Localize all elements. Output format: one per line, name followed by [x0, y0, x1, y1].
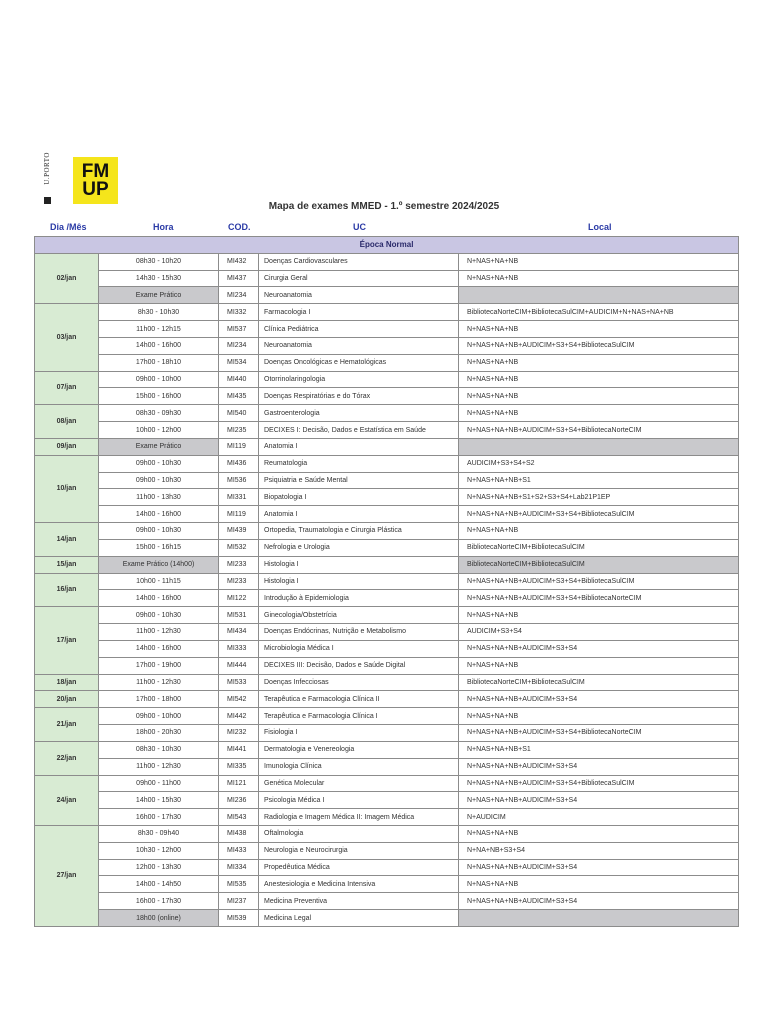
date-cell: 16/jan: [35, 573, 99, 607]
uc-cell: Radiologia e Imagem Médica II: Imagem Médica: [259, 809, 459, 826]
date-cell: 18/jan: [35, 674, 99, 691]
table-row: [35, 809, 739, 826]
hora-cell: 09h00 - 10h30: [99, 523, 219, 540]
hora-cell: 16h00 - 17h30: [99, 809, 219, 826]
local-cell: N+NAS+NA+NB: [459, 657, 739, 674]
uc-cell: Genética Molecular: [259, 775, 459, 792]
hora-cell: 11h00 - 12h30: [99, 624, 219, 641]
local-cell: [459, 910, 739, 927]
table-row: [35, 792, 739, 809]
uc-cell: DECIXES III: Decisão, Dados e Saúde Digital: [259, 657, 459, 674]
cod-cell: MI531: [219, 607, 259, 624]
local-cell: N+NAS+NA+NB+AUDICIM+S3+S4+BibliotecaNorteCIM: [459, 725, 739, 742]
table-row: [35, 842, 739, 859]
local-cell: BibliotecaNorteCIM+BibliotecaSulCIM: [459, 674, 739, 691]
hora-cell: 17h00 - 18h00: [99, 691, 219, 708]
hora-cell: 14h00 - 16h00: [99, 506, 219, 523]
hora-cell: 10h00 - 12h00: [99, 422, 219, 439]
hora-cell: 11h00 - 13h30: [99, 489, 219, 506]
date-cell: 17/jan: [35, 607, 99, 674]
hora-cell: 09h00 - 10h00: [99, 371, 219, 388]
uc-cell: Medicina Preventiva: [259, 893, 459, 910]
uc-cell: Histologia I: [259, 573, 459, 590]
table-row: [35, 741, 739, 758]
local-cell: N+NAS+NA+NB+AUDICIM+S3+S4: [459, 893, 739, 910]
local-cell: N+AUDICIM: [459, 809, 739, 826]
uc-cell: Psiquiatria e Saúde Mental: [259, 472, 459, 489]
local-cell: N+NAS+NA+NB: [459, 321, 739, 338]
cod-cell: MI331: [219, 489, 259, 506]
hora-cell: 10h00 - 11h15: [99, 573, 219, 590]
table-row: [35, 708, 739, 725]
cod-cell: MI437: [219, 270, 259, 287]
local-cell: N+NAS+NA+NB+AUDICIM+S3+S4+BibliotecaSulCIM: [459, 506, 739, 523]
uc-cell: Microbiologia Médica I: [259, 640, 459, 657]
table-row: [35, 657, 739, 674]
table-row: [35, 539, 739, 556]
cod-cell: MI233: [219, 556, 259, 573]
table-row: [35, 422, 739, 439]
fmup-logo-line1: FM: [81, 160, 110, 182]
table-row: [35, 910, 739, 927]
cod-cell: MI435: [219, 388, 259, 405]
local-cell: N+NAS+NA+NB: [459, 270, 739, 287]
local-cell: N+NAS+NA+NB+AUDICIM+S3+S4: [459, 691, 739, 708]
cod-cell: MI444: [219, 657, 259, 674]
hora-cell: 14h00 - 15h30: [99, 792, 219, 809]
cod-cell: MI433: [219, 842, 259, 859]
uc-cell: Doenças Oncológicas e Hematológicas: [259, 354, 459, 371]
table-row: [35, 590, 739, 607]
table-row: [35, 489, 739, 506]
column-headers: [0, 222, 768, 236]
table-row: [35, 354, 739, 371]
table-row: [35, 455, 739, 472]
table-row: [35, 691, 739, 708]
local-cell: N+NAS+NA+NB: [459, 708, 739, 725]
uc-cell: Reumatologia: [259, 455, 459, 472]
table-row: [35, 405, 739, 422]
table-row: [35, 438, 739, 455]
local-cell: N+NAS+NA+NB+AUDICIM+S3+S4: [459, 758, 739, 775]
hora-cell: 09h00 - 10h00: [99, 708, 219, 725]
fmup-logo-line2: UP: [82, 178, 109, 200]
exam-schedule-body: [35, 237, 739, 927]
date-cell: 07/jan: [35, 371, 99, 405]
hora-cell: 11h00 - 12h30: [99, 674, 219, 691]
cod-cell: MI441: [219, 741, 259, 758]
cod-cell: MI122: [219, 590, 259, 607]
hora-cell: 10h30 - 12h00: [99, 842, 219, 859]
local-cell: N+NAS+NA+NB+AUDICIM+S3+S4+BibliotecaNorteCIM: [459, 422, 739, 439]
uc-cell: Ortopedia, Traumatologia e Cirurgia Plástica: [259, 523, 459, 540]
hora-cell: 15h00 - 16h00: [99, 388, 219, 405]
hora-cell: 17h00 - 19h00: [99, 657, 219, 674]
hora-cell: 8h30 - 10h30: [99, 304, 219, 321]
header-hora: Hora: [153, 222, 174, 232]
cod-cell: MI534: [219, 354, 259, 371]
uc-cell: Cirurgia Geral: [259, 270, 459, 287]
uc-cell: Doenças Respiratórias e do Tórax: [259, 388, 459, 405]
local-cell: N+NAS+NA+NB: [459, 371, 739, 388]
uc-cell: Ginecologia/Obstetrícia: [259, 607, 459, 624]
cod-cell: MI121: [219, 775, 259, 792]
uc-cell: Propedêutica Médica: [259, 859, 459, 876]
page-title: Mapa de exames MMED - 1.º semestre 2024/2025: [268, 201, 500, 212]
cod-cell: MI537: [219, 321, 259, 338]
local-cell: N+NAS+NA+NB+AUDICIM+S3+S4+BibliotecaSulCIM: [459, 337, 739, 354]
hora-cell: 14h00 - 16h00: [99, 337, 219, 354]
hora-cell: 11h00 - 12h15: [99, 321, 219, 338]
local-cell: N+NAS+NA+NB+S1: [459, 741, 739, 758]
uc-cell: Gastroenterologia: [259, 405, 459, 422]
date-cell: 21/jan: [35, 708, 99, 742]
date-cell: 20/jan: [35, 691, 99, 708]
table-row: [35, 624, 739, 641]
cod-cell: MI536: [219, 472, 259, 489]
table-row: [35, 523, 739, 540]
hora-cell: Exame Prático: [99, 287, 219, 304]
cod-cell: MI438: [219, 825, 259, 842]
uc-cell: Doenças Cardiovasculares: [259, 253, 459, 270]
date-cell: 02/jan: [35, 253, 99, 303]
cod-cell: MI442: [219, 708, 259, 725]
uc-cell: Neuroanatomia: [259, 287, 459, 304]
exam-schedule-table: [34, 236, 739, 927]
header-date: Dia /Mês: [50, 222, 87, 232]
uporto-logo-text: U.PORTO: [43, 152, 51, 185]
table-row: [35, 893, 739, 910]
table-row: [35, 640, 739, 657]
table-row: [35, 556, 739, 573]
hora-cell: 08h30 - 10h20: [99, 253, 219, 270]
cod-cell: MI440: [219, 371, 259, 388]
uc-cell: Farmacologia I: [259, 304, 459, 321]
hora-cell: Exame Prático (14h00): [99, 556, 219, 573]
hora-cell: 09h00 - 10h30: [99, 455, 219, 472]
cod-cell: MI119: [219, 438, 259, 455]
hora-cell: 09h00 - 10h30: [99, 472, 219, 489]
cod-cell: MI233: [219, 573, 259, 590]
date-cell: 27/jan: [35, 825, 99, 926]
hora-cell: Exame Prático: [99, 438, 219, 455]
table-row: [35, 321, 739, 338]
table-row: [35, 472, 739, 489]
table-row: [35, 775, 739, 792]
local-cell: N+NAS+NA+NB: [459, 388, 739, 405]
cod-cell: MI235: [219, 422, 259, 439]
cod-cell: MI543: [219, 809, 259, 826]
cod-cell: MI432: [219, 253, 259, 270]
hora-cell: 14h00 - 16h00: [99, 590, 219, 607]
uc-cell: Medicina Legal: [259, 910, 459, 927]
uc-cell: Terapêutica e Farmacologia Clínica II: [259, 691, 459, 708]
header-local: Local: [588, 222, 612, 232]
table-row: [35, 758, 739, 775]
table-row: [35, 304, 739, 321]
uc-cell: Psicologia Médica I: [259, 792, 459, 809]
hora-cell: 8h30 - 09h40: [99, 825, 219, 842]
fmup-logo: [73, 157, 118, 204]
epoca-label: Época Normal: [35, 237, 739, 254]
uc-cell: Biopatologia I: [259, 489, 459, 506]
hora-cell: 09h00 - 11h00: [99, 775, 219, 792]
table-row: [35, 825, 739, 842]
date-cell: 15/jan: [35, 556, 99, 573]
uc-cell: Anatomia I: [259, 506, 459, 523]
hora-cell: 08h30 - 10h30: [99, 741, 219, 758]
table-row: [35, 270, 739, 287]
uc-cell: Terapêutica e Farmacologia Clínica I: [259, 708, 459, 725]
local-cell: N+NAS+NA+NB: [459, 405, 739, 422]
hora-cell: 14h30 - 15h30: [99, 270, 219, 287]
local-cell: BibliotecaNorteCIM+BibliotecaSulCIM+AUDICIM+N+NAS+NA+NB: [459, 304, 739, 321]
hora-cell: 15h00 - 16h15: [99, 539, 219, 556]
hora-cell: 14h00 - 14h50: [99, 876, 219, 893]
uc-cell: Neurologia e Neurocirurgia: [259, 842, 459, 859]
local-cell: N+NAS+NA+NB: [459, 523, 739, 540]
uc-cell: Histologia I: [259, 556, 459, 573]
date-cell: 09/jan: [35, 438, 99, 455]
table-row: [35, 388, 739, 405]
header-uc: UC: [353, 222, 366, 232]
epoca-row: [35, 237, 739, 254]
cod-cell: MI119: [219, 506, 259, 523]
hora-cell: 17h00 - 18h10: [99, 354, 219, 371]
uc-cell: Clínica Pediátrica: [259, 321, 459, 338]
local-cell: N+NAS+NA+NB: [459, 876, 739, 893]
cod-cell: MI237: [219, 893, 259, 910]
cod-cell: MI334: [219, 859, 259, 876]
hora-cell: 18h00 - 20h30: [99, 725, 219, 742]
hora-cell: 12h00 - 13h30: [99, 859, 219, 876]
uc-cell: Neuroanatomia: [259, 337, 459, 354]
local-cell: N+NAS+NA+NB+AUDICIM+S3+S4+BibliotecaNorteCIM: [459, 590, 739, 607]
cod-cell: MI533: [219, 674, 259, 691]
cod-cell: MI539: [219, 910, 259, 927]
table-row: [35, 287, 739, 304]
uc-cell: Doenças Endócrinas, Nutrição e Metabolismo: [259, 624, 459, 641]
table-row: [35, 674, 739, 691]
cod-cell: MI535: [219, 876, 259, 893]
uporto-logo: [41, 152, 53, 204]
cod-cell: MI532: [219, 539, 259, 556]
header-cod: COD.: [228, 222, 251, 232]
date-cell: 14/jan: [35, 523, 99, 557]
cod-cell: MI232: [219, 725, 259, 742]
uc-cell: Fisiologia I: [259, 725, 459, 742]
uc-cell: Anestesiologia e Medicina Intensiva: [259, 876, 459, 893]
hora-cell: 11h00 - 12h30: [99, 758, 219, 775]
local-cell: BibliotecaNorteCIM+BibliotecaSulCIM: [459, 539, 739, 556]
hora-cell: 16h00 - 17h30: [99, 893, 219, 910]
cod-cell: MI540: [219, 405, 259, 422]
cod-cell: MI335: [219, 758, 259, 775]
table-row: [35, 371, 739, 388]
table-row: [35, 876, 739, 893]
local-cell: N+NAS+NA+NB: [459, 825, 739, 842]
table-row: [35, 725, 739, 742]
hora-cell: 14h00 - 16h00: [99, 640, 219, 657]
local-cell: [459, 438, 739, 455]
local-cell: N+NA+NB+S3+S4: [459, 842, 739, 859]
cod-cell: MI542: [219, 691, 259, 708]
local-cell: N+NAS+NA+NB+S1+S2+S3+S4+Lab21P1EP: [459, 489, 739, 506]
local-cell: BibliotecaNorteCIM+BibliotecaSulCIM: [459, 556, 739, 573]
cod-cell: MI436: [219, 455, 259, 472]
uc-cell: Introdução à Epidemiologia: [259, 590, 459, 607]
local-cell: AUDICIM+S3+S4+S2: [459, 455, 739, 472]
local-cell: N+NAS+NA+NB+S1: [459, 472, 739, 489]
local-cell: N+NAS+NA+NB+AUDICIM+S3+S4+BibliotecaSulCIM: [459, 573, 739, 590]
cod-cell: MI332: [219, 304, 259, 321]
hora-cell: 18h00 (online): [99, 910, 219, 927]
hora-cell: 09h00 - 10h30: [99, 607, 219, 624]
cod-cell: MI234: [219, 287, 259, 304]
cod-cell: MI434: [219, 624, 259, 641]
hora-cell: 08h30 - 09h30: [99, 405, 219, 422]
cod-cell: MI234: [219, 337, 259, 354]
uc-cell: Nefrologia e Urologia: [259, 539, 459, 556]
date-cell: 03/jan: [35, 304, 99, 371]
date-cell: 08/jan: [35, 405, 99, 439]
local-cell: AUDICIM+S3+S4: [459, 624, 739, 641]
uc-cell: DECIXES I: Decisão, Dados e Estatística em Saúde: [259, 422, 459, 439]
table-row: [35, 859, 739, 876]
table-row: [35, 253, 739, 270]
local-cell: N+NAS+NA+NB: [459, 607, 739, 624]
table-row: [35, 506, 739, 523]
cod-cell: MI439: [219, 523, 259, 540]
local-cell: N+NAS+NA+NB+AUDICIM+S3+S4: [459, 859, 739, 876]
local-cell: N+NAS+NA+NB+AUDICIM+S3+S4: [459, 792, 739, 809]
table-row: [35, 573, 739, 590]
local-cell: N+NAS+NA+NB: [459, 253, 739, 270]
uc-cell: Imunologia Clínica: [259, 758, 459, 775]
local-cell: N+NAS+NA+NB+AUDICIM+S3+S4: [459, 640, 739, 657]
date-cell: 10/jan: [35, 455, 99, 522]
local-cell: [459, 287, 739, 304]
date-cell: 22/jan: [35, 741, 99, 775]
table-row: [35, 337, 739, 354]
uc-cell: Dermatologia e Venereologia: [259, 741, 459, 758]
local-cell: N+NAS+NA+NB+AUDICIM+S3+S4+BibliotecaSulCIM: [459, 775, 739, 792]
cod-cell: MI333: [219, 640, 259, 657]
uc-cell: Doenças Infecciosas: [259, 674, 459, 691]
uc-cell: Anatomia I: [259, 438, 459, 455]
cod-cell: MI236: [219, 792, 259, 809]
table-row: [35, 607, 739, 624]
date-cell: 24/jan: [35, 775, 99, 825]
local-cell: N+NAS+NA+NB: [459, 354, 739, 371]
uc-cell: Oftalmologia: [259, 825, 459, 842]
uc-cell: Otorrinolaringologia: [259, 371, 459, 388]
